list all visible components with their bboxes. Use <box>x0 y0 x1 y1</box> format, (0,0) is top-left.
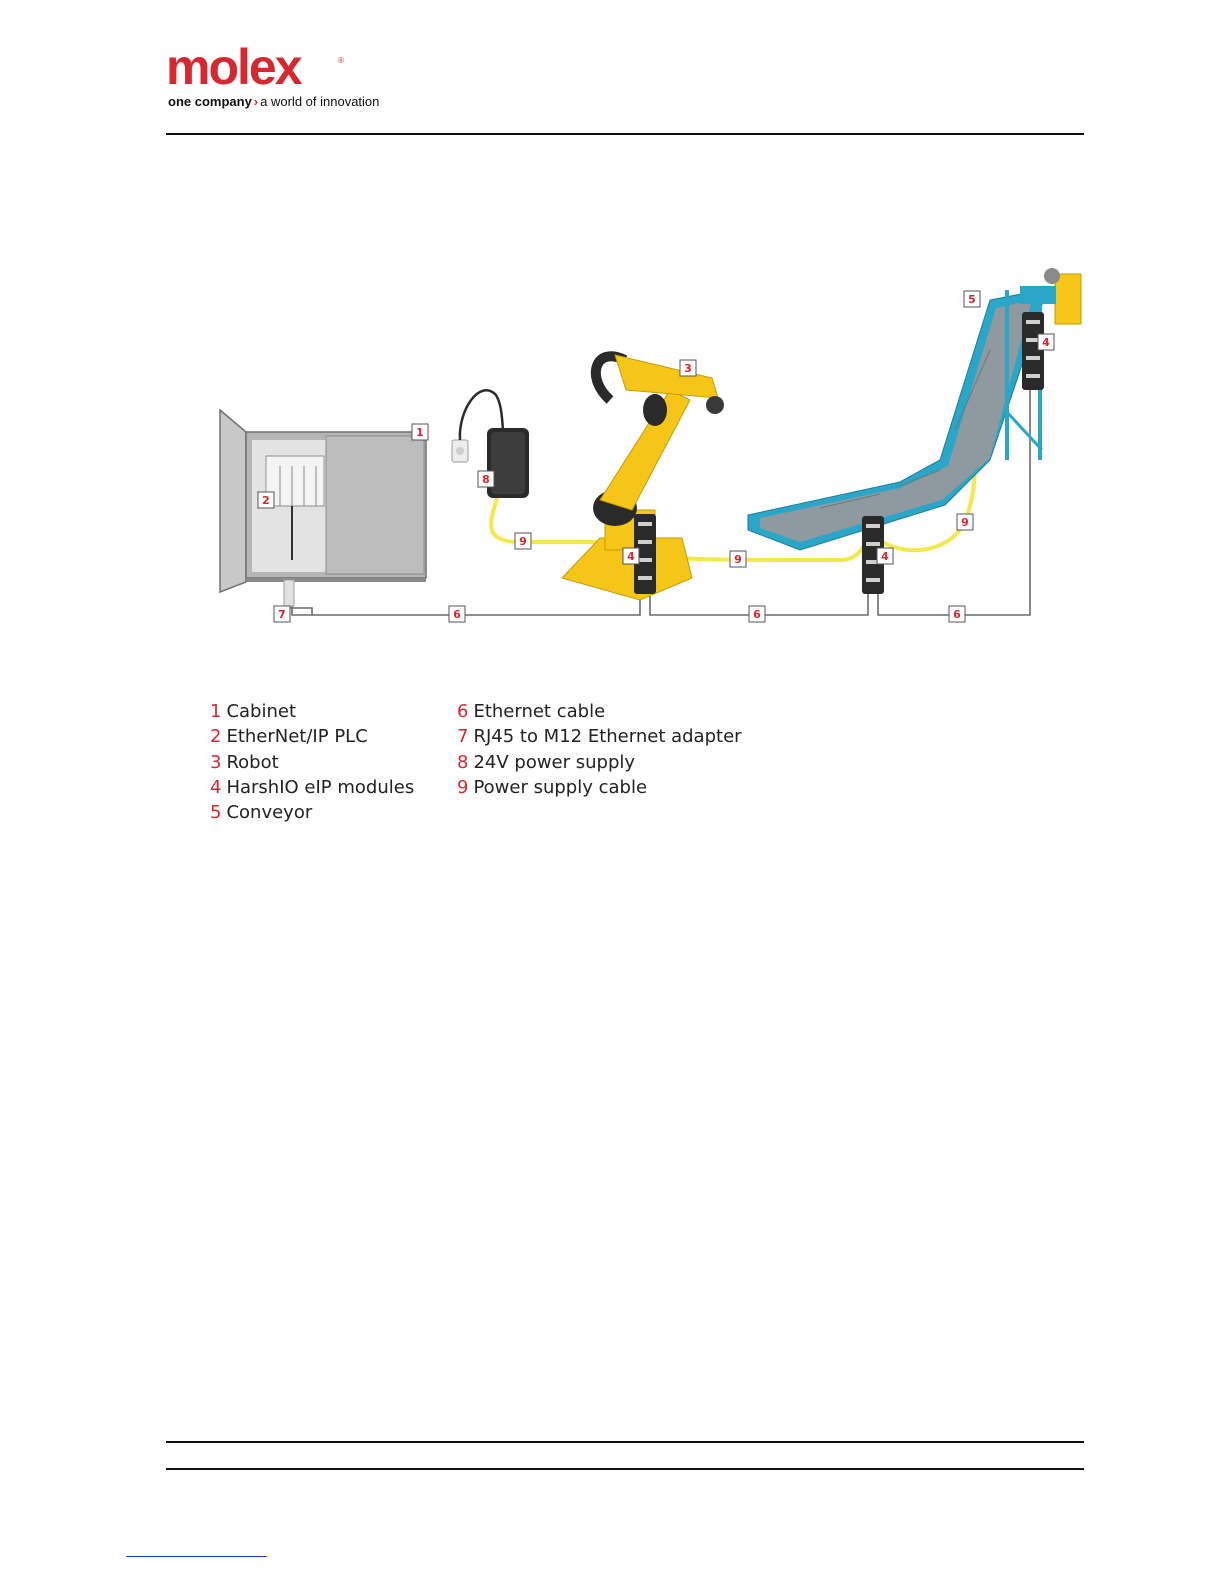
logo-tagline <box>168 94 379 109</box>
legend-item: 8 24V power supply <box>457 751 636 773</box>
callout-4-conveyor-upper-module <box>1038 334 1054 350</box>
callout-1 <box>412 424 428 440</box>
conveyor <box>748 268 1081 550</box>
callout-6-first <box>449 606 465 622</box>
svg-text:6: 6 <box>453 608 461 621</box>
callout-6-second <box>749 606 765 622</box>
svg-text:3: 3 <box>684 362 692 375</box>
callout-9-second <box>730 551 746 567</box>
harshio-module-conveyor-upper <box>1022 312 1044 390</box>
footer-rule-top <box>166 1441 1084 1443</box>
svg-text:1: 1 <box>416 426 424 439</box>
callout-5 <box>964 291 980 307</box>
wall-outlet <box>452 440 468 462</box>
legend-item: 2 EtherNet/IP PLC <box>210 726 368 748</box>
footer-link-underline[interactable] <box>126 1556 267 1557</box>
legend-item: 4 HarshIO eIP modules <box>210 776 415 798</box>
svg-text:6: 6 <box>753 608 761 621</box>
legend-item: 5 Conveyor <box>210 802 313 824</box>
logo-wordmark: molex <box>166 39 301 95</box>
legend-item: 3 Robot <box>210 751 279 773</box>
footer-rule-bottom <box>166 1468 1084 1470</box>
tagline-rest: a world of innovation <box>260 94 380 109</box>
svg-text:9: 9 <box>961 516 969 529</box>
network-diagram <box>200 260 1090 640</box>
callout-9-third <box>957 514 973 530</box>
svg-text:4: 4 <box>627 550 635 563</box>
legend-right-column <box>457 699 742 800</box>
callout-4-robot-module <box>623 548 639 564</box>
svg-text:6: 6 <box>953 608 961 621</box>
callout-7 <box>274 606 290 622</box>
legend-item: 9 Power supply cable <box>457 776 648 798</box>
callout-2 <box>258 492 274 508</box>
svg-text:5: 5 <box>968 293 976 306</box>
legend-item: 6 Ethernet cable <box>457 701 606 722</box>
logo-registered-mark: ® <box>338 56 344 65</box>
svg-text:8: 8 <box>482 473 490 486</box>
callout-8 <box>478 471 494 487</box>
svg-text:2: 2 <box>262 494 270 507</box>
callout-4-conveyor-lower-module <box>877 548 893 564</box>
legend-item: 1 Cabinet <box>210 701 297 722</box>
svg-text:9: 9 <box>519 535 527 548</box>
svg-text:7: 7 <box>278 608 286 621</box>
header-rule <box>166 133 1084 135</box>
svg-text:4: 4 <box>1042 336 1050 349</box>
svg-text:4: 4 <box>881 550 889 563</box>
callout-9-first <box>515 533 531 549</box>
tagline-bold: one company <box>168 94 252 109</box>
callout-6-third <box>949 606 965 622</box>
callout-3 <box>680 360 696 376</box>
svg-text:9: 9 <box>734 553 742 566</box>
molex-logo <box>166 39 406 112</box>
cabinet <box>220 410 426 606</box>
legend-item: 7 RJ45 to M12 Ethernet adapter <box>457 726 742 748</box>
tagline-chevron-icon: › <box>253 94 259 109</box>
legend-left-column <box>210 699 414 825</box>
